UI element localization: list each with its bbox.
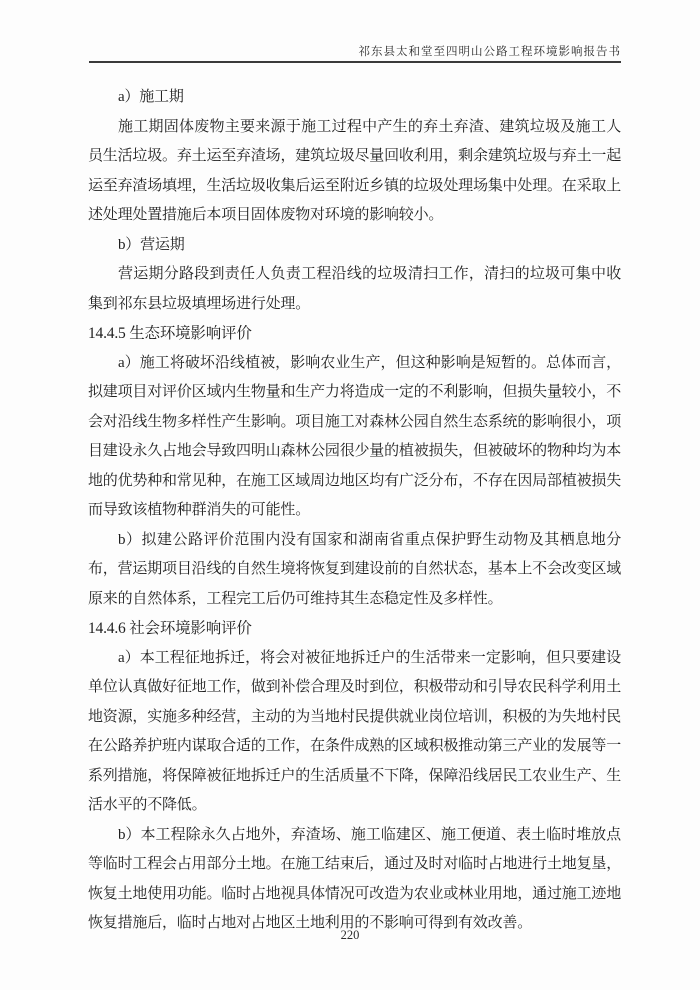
document-body — [88, 83, 621, 939]
paragraph-construction-solid-waste: 施工期固体废物主要来源于施工过程中产生的弃土弃渣、建筑垃圾及施工人员生活垃圾。弃土运至弃渣场，建筑垃圾尽量回收利用，剩余建筑垃圾与弃土一起运至弃渣场填埋，生活垃圾收集后运至附近乡镇的垃圾处理场集中处理。在采取上述处理处置措施后本项目固体废物对环境的影响较小。 — [88, 118, 621, 223]
paragraph-operation-waste: 营运期分路段到责任人负责工程沿线的垃圾清扫工作，清扫的垃圾可集中收集到祁东县垃圾填埋场进行处理。 — [88, 266, 621, 312]
paragraph-eco-b: b）拟建公路评价范围内没有国家和湖南省重点保护野生动物及其栖息地分布，营运期项目沿线的自然生境将恢复到建设前的自然状态，基本上不会改变区域原来的自然体系，工程完工后仍可维持其生态稳定性及多样性。 — [88, 531, 621, 607]
page-number: 220 — [340, 928, 360, 942]
running-head-title: 祁东县太和堂至四明山公路工程环境影响报告书 — [358, 46, 621, 58]
section-heading-14-4-6: 14.4.6 社会环境影响评价 — [88, 620, 252, 637]
paragraph-social-a: a）本工程征地拆迁，将会对被征地拆迁户的生活带来一定影响，但只要建设单位认真做好征地工作，做到补偿合理及时到位，积极带动和引导农民科学利用土地资源，实施多种经营，主动的为当地村民提供就业岗位培训，积极的为失地村民在公路养护班内谋取合适的工作，在条件成熟的区域积极推动第三产业的发展等一系列措施，将保障被征地拆迁户的生活质量不下降，保障沿线居民工农业生产、生活水平的不降低。 — [88, 649, 621, 813]
header-rule — [89, 61, 621, 63]
section-heading-14-4-5: 14.4.5 生态环境影响评价 — [88, 325, 252, 342]
paragraph-eco-a: a）施工将破坏沿线植被，影响农业生产，但这种影响是短暂的。总体而言，拟建项目对评价区域内生物量和生产力将造成一定的不利影响，但损失量较小，不会对沿线生物多样性产生影响。项目施工对森林公园自然生态系统的影响很小，项目建设永久占地会导致四明山森林公园很少量的植被损失，但被破坏的物种均为本地的优势种和常见种，在施工区域周边地区均有广泛分布，不存在因局部植被损失而导致该植物种群消失的可能性。 — [88, 354, 621, 518]
subheading-b-operation-period: b）营运期 — [118, 236, 185, 253]
subheading-a-construction-period: a）施工期 — [118, 89, 184, 105]
paragraph-social-b: b）本工程除永久占地外，弃渣场、施工临建区、施工便道、表土临时堆放点等临时工程会占用部分土地。在施工结束后，通过及时对临时占地进行土地复垦，恢复土地使用功能。临时占地视具体情况可改造为农业或林业用地，通过施工迹地恢复措施后，临时占地对占地区土地利用的不影响可得到有效改善。 — [88, 826, 621, 931]
